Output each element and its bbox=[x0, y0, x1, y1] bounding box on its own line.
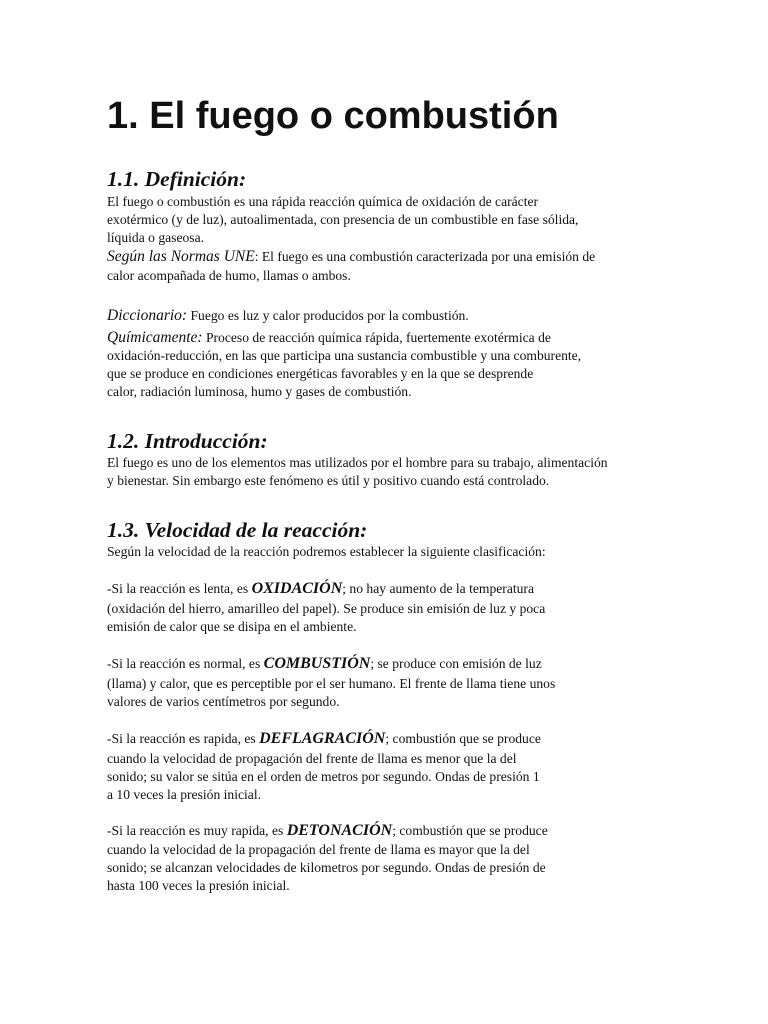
quimicamente-line-4: calor, radiación luminosa, humo y gases de combustión. bbox=[107, 384, 412, 399]
deflagracion-line-1 bbox=[107, 730, 541, 748]
combustion-pre: -Si la reacción es normal, es bbox=[107, 656, 264, 671]
quimicamente-label: Químicamente: bbox=[107, 329, 203, 346]
une-label: Según las Normas UNE bbox=[107, 248, 255, 265]
combustion-line-1 bbox=[107, 655, 542, 673]
diccionario-text: Fuego es luz y calor producidos por la combustión. bbox=[187, 308, 469, 323]
une-paragraph-line-1 bbox=[107, 248, 595, 266]
deflagracion-pre: -Si la reacción es rapida, es bbox=[107, 731, 260, 746]
detonacion-pre: -Si la reacción es muy rapida, es bbox=[107, 823, 287, 838]
document-page bbox=[107, 0, 687, 1024]
oxidacion-post: ; no hay aumento de la temperatura bbox=[342, 581, 534, 596]
section-heading-definicion: 1.1. Definición: bbox=[107, 167, 247, 191]
section-heading-introduccion: 1.2. Introducción: bbox=[107, 429, 268, 453]
detonacion-line-4: hasta 100 veces la presión inicial. bbox=[107, 878, 290, 893]
definition-line-1: El fuego o combustión es una rápida reacción química de oxidación de carácter bbox=[107, 194, 539, 209]
introduccion-line-2: y bienestar. Sin embargo este fenómeno es útil y positivo cuando está controlado. bbox=[107, 473, 550, 488]
oxidacion-pre: -Si la reacción es lenta, es bbox=[107, 581, 252, 596]
diccionario-label: Diccionario: bbox=[107, 307, 188, 324]
definition-line-3: líquida o gaseosa. bbox=[107, 230, 205, 245]
detonacion-keyword: DETONACIÓN bbox=[286, 822, 393, 839]
combustion-post: ; se produce con emisión de luz bbox=[370, 656, 542, 671]
combustion-line-2: (llama) y calor, que es perceptible por el ser humano. El frente de llama tiene unos bbox=[107, 676, 556, 691]
oxidacion-line-1 bbox=[107, 580, 534, 598]
page-title: 1. El fuego o combustión bbox=[107, 95, 559, 137]
detonacion-line-2: cuando la velocidad de la propagación del frente de llama es mayor que la del bbox=[107, 842, 530, 857]
quimicamente-text-1: Proceso de reacción química rápida, fuertemente exotérmica de bbox=[202, 330, 551, 345]
velocidad-intro: Según la velocidad de la reacción podremos establecer la siguiente clasificación: bbox=[107, 544, 546, 559]
quimicamente-line-1 bbox=[107, 329, 551, 347]
combustion-keyword: COMBUSTIÓN bbox=[263, 655, 371, 672]
detonacion-line-3: sonido; se alcanzan velocidades de kilometros por segundo. Ondas de presión de bbox=[107, 860, 546, 875]
quimicamente-line-2: oxidación-reducción, en las que participa una sustancia combustible y una comburente, bbox=[107, 348, 582, 363]
une-text-1: : El fuego es una combustión caracterizada por una emisión de bbox=[254, 249, 596, 264]
deflagracion-post: ; combustión que se produce bbox=[385, 731, 541, 746]
deflagracion-line-3: sonido; su valor se sitúa en el orden de metros por segundo. Ondas de presión 1 bbox=[107, 769, 540, 784]
definition-line-2: exotérmico (y de luz), autoalimentada, con presencia de un combustible en fase sólida, bbox=[107, 212, 579, 227]
oxidacion-line-3: emisión de calor que se disipa en el ambiente. bbox=[107, 619, 357, 634]
introduccion-line-1: El fuego es uno de los elementos mas utilizados por el hombre para su trabajo, alimentación bbox=[107, 455, 608, 470]
une-paragraph-line-2: calor acompañada de humo, llamas o ambos. bbox=[107, 268, 351, 283]
quimicamente-line-3: que se produce en condiciones energéticas favorables y en la que se desprende bbox=[107, 366, 534, 381]
detonacion-post: ; combustión que se produce bbox=[392, 823, 548, 838]
oxidacion-line-2: (oxidación del hierro, amarilleo del papel). Se produce sin emisión de luz y poca bbox=[107, 601, 546, 616]
section-heading-velocidad: 1.3. Velocidad de la reacción: bbox=[107, 518, 368, 542]
deflagracion-line-4: a 10 veces la presión inicial. bbox=[107, 787, 262, 802]
combustion-line-3: valores de varios centímetros por segundo. bbox=[107, 694, 340, 709]
deflagracion-keyword: DEFLAGRACIÓN bbox=[259, 730, 386, 747]
deflagracion-line-2: cuando la velocidad de propagación del frente de llama es menor que la del bbox=[107, 751, 517, 766]
detonacion-line-1 bbox=[107, 822, 548, 840]
diccionario-paragraph bbox=[107, 307, 469, 325]
oxidacion-keyword: OXIDACIÓN bbox=[251, 580, 343, 597]
